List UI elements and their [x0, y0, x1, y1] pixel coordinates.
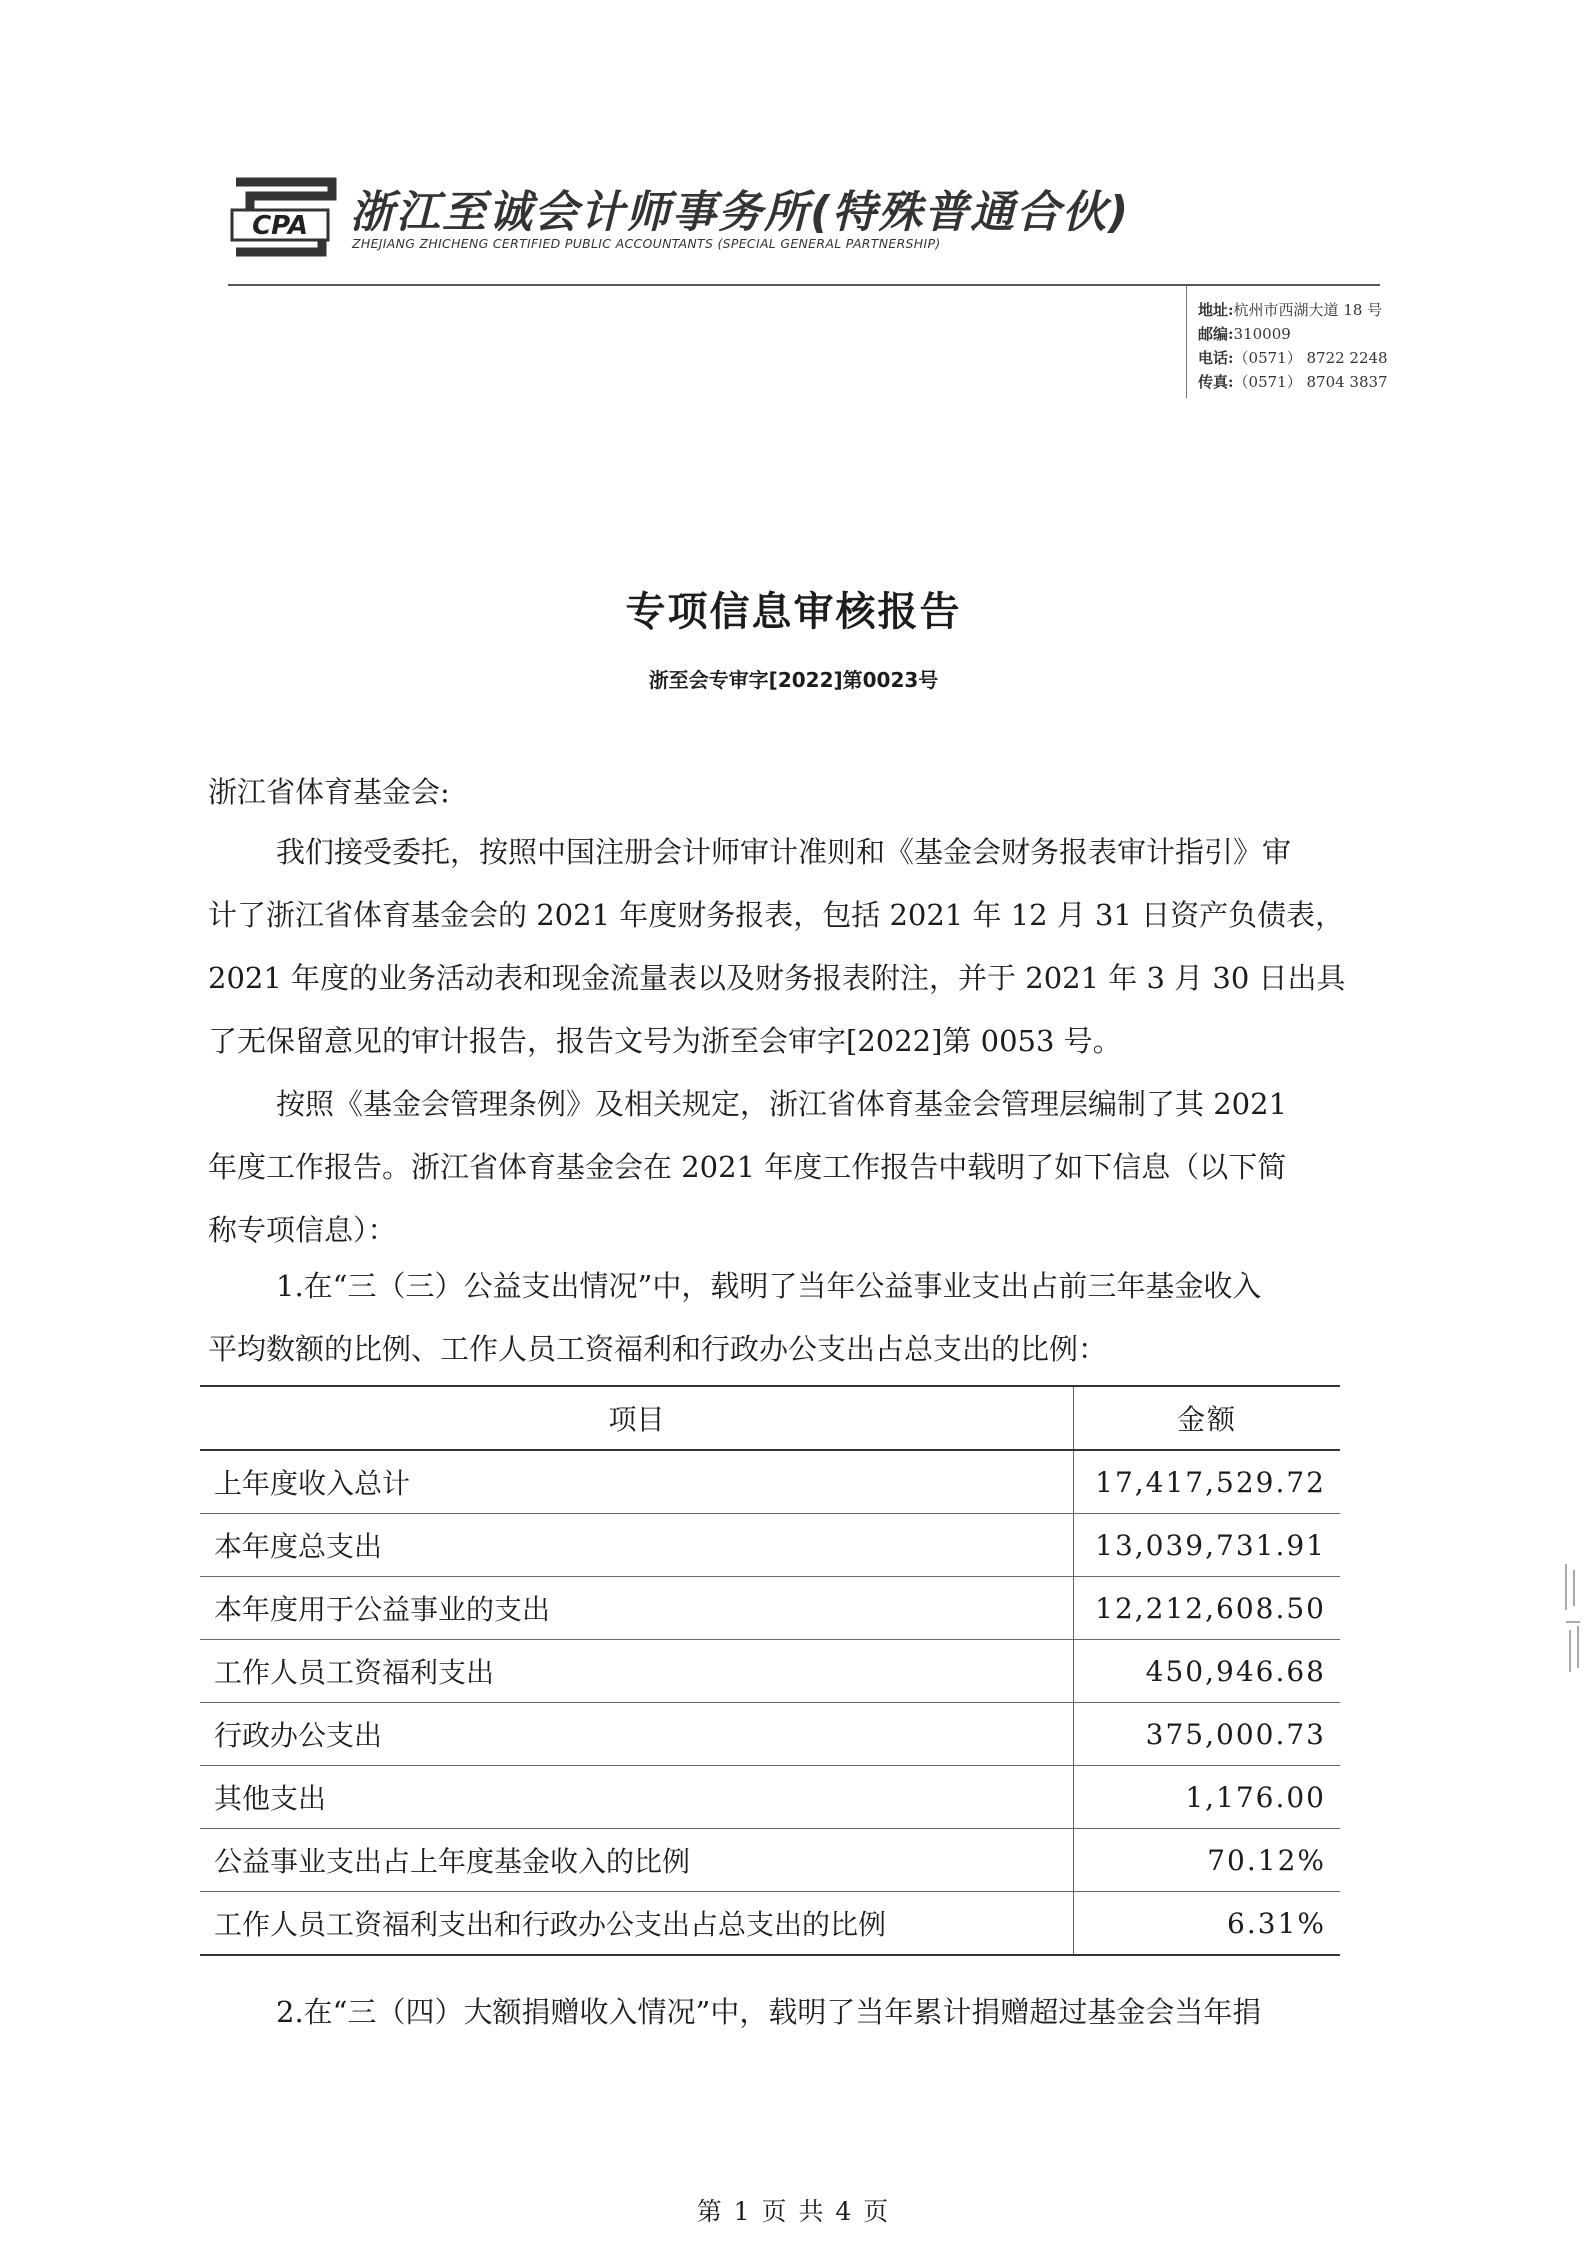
table-row [200, 1640, 1340, 1703]
paragraph1-line: 2021 年度的业务活动表和现金流量表以及财务报表附注，并于 2021 年 3 月 30 日出具 [208, 961, 1346, 995]
header-item: 项目 [200, 1386, 1074, 1450]
contact-divider [1186, 286, 1187, 398]
paragraph1-line: 了无保留意见的审计报告，报告文号为浙至会审字[2022]第 0053 号。 [208, 1024, 1122, 1058]
table-header-row [200, 1386, 1340, 1450]
contact-fax: 传真:（0571） 8704 3837 [1198, 373, 1388, 391]
contact-block [1198, 298, 1388, 394]
row-label: 其他支出 [200, 1766, 1074, 1829]
row-amount: 70.12% [1074, 1829, 1341, 1892]
row-label: 本年度用于公益事业的支出 [200, 1577, 1074, 1640]
report-reference-number: 浙至会专审字[2022]第0023号 [648, 668, 939, 692]
table-row [200, 1577, 1340, 1640]
header-divider [228, 284, 1380, 286]
firm-name-en: ZHEJIANG ZHICHENG CERTIFIED PUBLIC ACCOUNTANTS (SPECIAL GENERAL PARTNERSHIP) [352, 236, 941, 251]
item1-line: 1.在“三（三）公益支出情况”中，载明了当年公益事业支出占前三年基金收入 [276, 1269, 1262, 1303]
row-amount: 1,176.00 [1074, 1766, 1341, 1829]
expense-table [200, 1385, 1340, 1956]
row-label: 公益事业支出占上年度基金收入的比例 [200, 1829, 1074, 1892]
contact-postcode: 邮编:310009 [1198, 325, 1291, 343]
row-label: 工作人员工资福利支出和行政办公支出占总支出的比例 [200, 1892, 1074, 1956]
paragraph2-line: 年度工作报告。浙江省体育基金会在 2021 年度工作报告中载明了如下信息（以下简 [208, 1150, 1287, 1184]
report-title: 专项信息审核报告 [625, 589, 962, 635]
table-row [200, 1703, 1340, 1766]
row-amount: 450,946.68 [1074, 1640, 1341, 1703]
item1-line: 平均数额的比例、工作人员工资福利和行政办公支出占总支出的比例： [208, 1332, 1108, 1366]
table-row [200, 1766, 1340, 1829]
cpa-logo [228, 172, 340, 262]
table-row [200, 1829, 1340, 1892]
row-label: 本年度总支出 [200, 1514, 1074, 1577]
contact-address: 地址:杭州市西湖大道 18 号 [1198, 301, 1383, 319]
row-amount: 6.31% [1074, 1892, 1341, 1956]
row-amount: 17,417,529.72 [1074, 1450, 1341, 1514]
row-amount: 13,039,731.91 [1074, 1514, 1341, 1577]
table-row [200, 1892, 1340, 1956]
paragraph2-line: 按照《基金会管理条例》及相关规定，浙江省体育基金会管理层编制了其 2021 [276, 1087, 1288, 1121]
paragraph1-line: 计了浙江省体育基金会的 2021 年度财务报表，包括 2021 年 12 月 31 日资产负债表， [208, 898, 1345, 932]
row-label: 上年度收入总计 [200, 1450, 1074, 1514]
table-row [200, 1450, 1340, 1514]
paragraph1-line: 我们接受委托，按照中国注册会计师审计准则和《基金会财务报表审计指引》审 [276, 835, 1292, 869]
seal-fragment-icon [1562, 1560, 1584, 1678]
row-label: 行政办公支出 [200, 1703, 1074, 1766]
header-amount: 金额 [1074, 1386, 1341, 1450]
row-label: 工作人员工资福利支出 [200, 1640, 1074, 1703]
table-row [200, 1514, 1340, 1577]
firm-name-cn: 浙江至诚会计师事务所(特殊普通合伙) [350, 187, 1131, 238]
svg-text:CPA: CPA [252, 211, 308, 241]
addressee: 浙江省体育基金会: [208, 775, 450, 809]
paragraph2-line: 称专项信息）： [208, 1213, 397, 1247]
row-amount: 12,212,608.50 [1074, 1577, 1341, 1640]
contact-phone: 电话:（0571） 8722 2248 [1198, 349, 1388, 367]
row-amount: 375,000.73 [1074, 1703, 1341, 1766]
page-number: 第 1 页 共 4 页 [696, 2197, 891, 2226]
item2-line: 2.在“三（四）大额捐赠收入情况”中，载明了当年累计捐赠超过基金会当年捐 [276, 1995, 1262, 2029]
